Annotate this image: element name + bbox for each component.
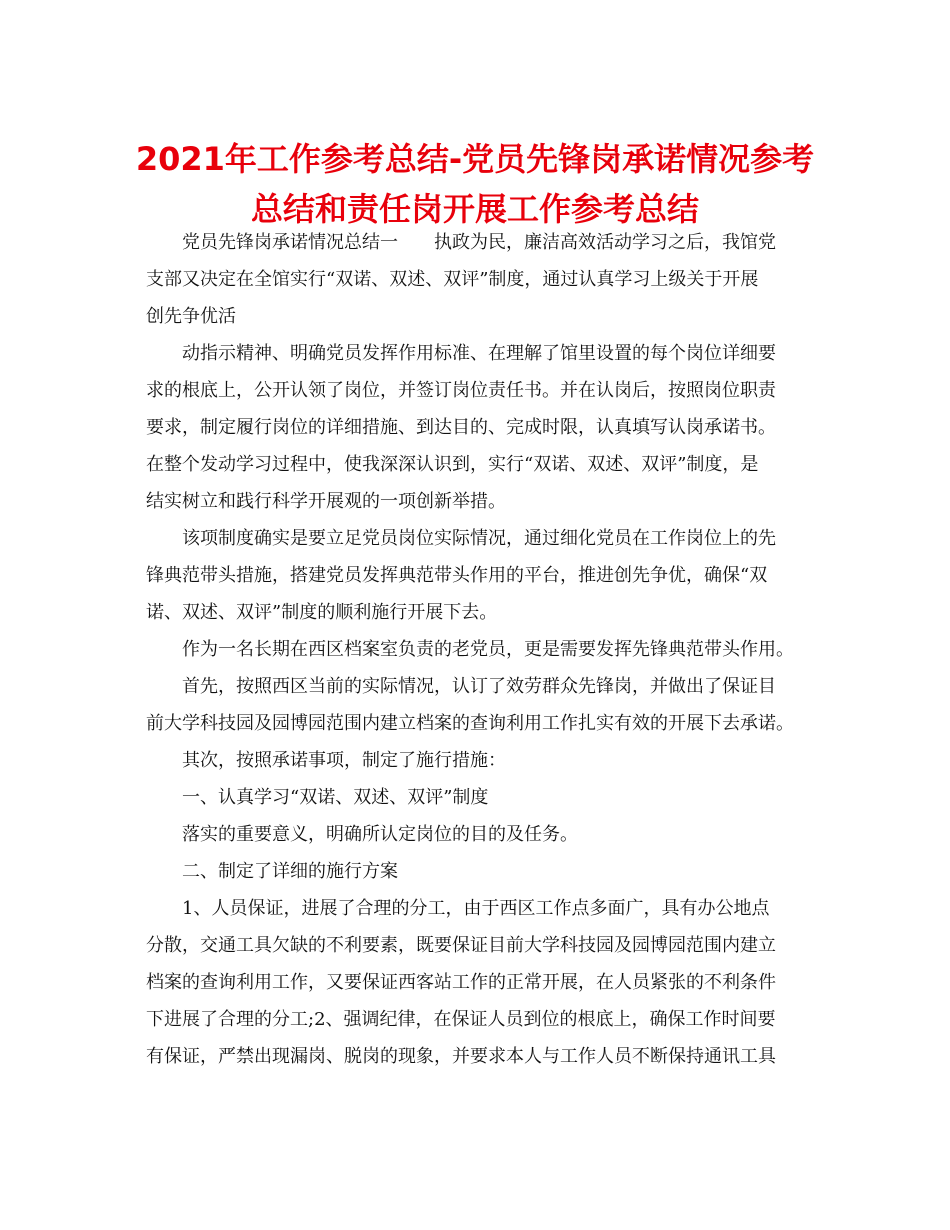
body-line: 党员先锋岗承诺情况总结一 执政为民，廉洁高效活动学习之后，我馆党 (182, 232, 776, 253)
body-line: 支部又决定在全馆实行“双诺、双述、双评”制度，通过认真学习上级关于开展 (146, 269, 759, 290)
body-line: 分散，交通工具欠缺的不利要素，既要保证目前大学科技园及园博园范围内建立 (146, 935, 776, 956)
body-line: 前大学科技园及园博园范围内建立档案的查询利用工作扎实有效的开展下去承诺。 (146, 713, 794, 734)
body-line: 档案的查询利用工作，又要保证西客站工作的正常开展，在人员紧张的不利条件 (146, 972, 776, 993)
document-body (146, 224, 806, 1075)
body-line: 诺、双述、双评”制度的顺利施行开展下去。 (146, 602, 498, 623)
body-line: 创先争优活 (146, 306, 236, 327)
body-line: 动指示精神、明确党员发挥作用标准、在理解了馆里设置的每个岗位详细要 (182, 343, 776, 364)
body-line: 该项制度确实是要立足党员岗位实际情况，通过细化党员在工作岗位上的先 (182, 528, 776, 549)
body-line: 二、制定了详细的施行方案 (182, 861, 398, 882)
body-line: 作为一名长期在西区档案室负责的老党员，更是需要发挥先锋典范带头作用。 (182, 639, 794, 660)
body-line: 下进展了合理的分工;2、强调纪律，在保证人员到位的根底上，确保工作时间要 (146, 1009, 776, 1030)
body-line: 求的根底上，公开认领了岗位，并签订岗位责任书。并在认岗后，按照岗位职责 (146, 380, 776, 401)
body-line: 落实的重要意义，明确所认定岗位的目的及任务。 (182, 824, 578, 845)
body-line: 结实树立和践行科学开展观的一项创新举措。 (146, 491, 506, 512)
body-line: 其次，按照承诺事项，制定了施行措施： (182, 750, 506, 771)
body-line: 在整个发动学习过程中，使我深深认识到，实行“双诺、双述、双评”制度，是 (146, 454, 759, 475)
body-line: 要求，制定履行岗位的详细措施、到达目的、完成时限，认真填写认岗承诺书。 (146, 417, 776, 438)
document-title: 2021年工作参考总结-党员先锋岗承诺情况参考总结和责任岗开展工作参考总结 (135, 140, 815, 228)
body-line: 一、认真学习“双诺、双述、双评”制度 (182, 787, 489, 808)
body-line: 有保证，严禁出现漏岗、脱岗的现象，并要求本人与工作人员不断保持通讯工具 (146, 1046, 776, 1067)
body-line: 1、人员保证，进展了合理的分工，由于西区工作点多面广，具有办公地点 (182, 898, 770, 919)
body-line: 锋典范带头措施，搭建党员发挥典范带头作用的平台，推进创先争优，确保“双 (146, 565, 768, 586)
body-line: 首先，按照西区当前的实际情况，认订了效劳群众先锋岗，并做出了保证目 (182, 676, 776, 697)
